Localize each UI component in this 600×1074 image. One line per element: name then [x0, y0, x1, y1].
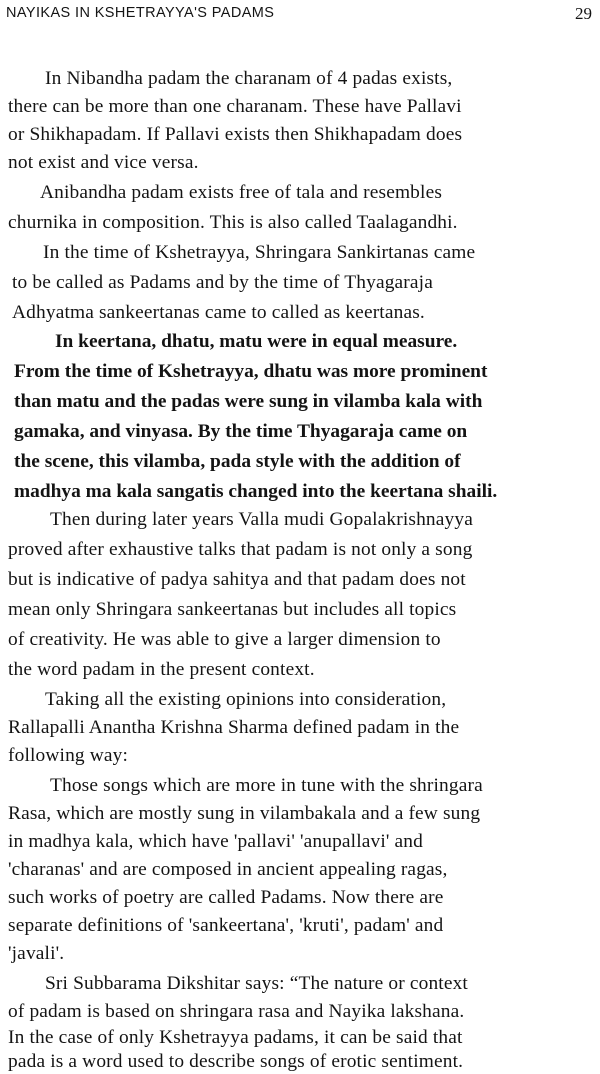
- text-line: In the case of only Kshetrayya padams, it can be said that: [8, 1027, 463, 1048]
- text-line: there can be more than one charanam. These have Pallavi: [8, 96, 462, 117]
- text-line: the word padam in the present context.: [8, 659, 315, 680]
- text-line: such works of poetry are called Padams. Now there are: [8, 887, 444, 908]
- text-line: separate definitions of 'sankeertana', 'kruti', padam' and: [8, 915, 444, 936]
- text-line: or Shikhapadam. If Pallavi exists then Shikhapadam does: [8, 124, 463, 145]
- text-line: gamaka, and vinyasa. By the time Thyagaraja came on: [14, 421, 468, 442]
- text-line: mean only Shringara sankeertanas but includes all topics: [8, 599, 457, 620]
- text-line: proved after exhaustive talks that padam is not only a song: [8, 539, 473, 560]
- text-line: not exist and vice versa.: [8, 152, 199, 173]
- text-line: but is indicative of padya sahitya and that padam does not: [8, 569, 466, 590]
- text-line: pada is a word used to describe songs of erotic sentiment.: [8, 1051, 464, 1072]
- text-line: In Nibandha padam the charanam of 4 padas exists,: [45, 68, 453, 89]
- text-line: Then during later years Valla mudi Gopalakrishnayya: [50, 509, 473, 530]
- text-line: madhya ma kala sangatis changed into the keertana shaili.: [14, 481, 498, 502]
- text-line: in madhya kala, which have 'pallavi' 'anupallavi' and: [8, 831, 423, 852]
- page-number: 29: [575, 4, 592, 23]
- text-line: churnika in composition. This is also called Taalagandhi.: [8, 212, 458, 233]
- text-line: Those songs which are more in tune with the shringara: [50, 775, 483, 796]
- text-line: In the time of Kshetrayya, Shringara Sankirtanas came: [43, 242, 476, 263]
- running-title: NAYIKAS IN KSHETRAYYA'S PADAMS: [6, 5, 275, 21]
- text-line: Anibandha padam exists free of tala and resembles: [40, 182, 443, 203]
- text-line: Sri Subbarama Dikshitar says: “The nature or context: [45, 973, 468, 994]
- text-line: 'charanas' and are composed in ancient appealing ragas,: [8, 859, 448, 880]
- text-line: Adhyatma sankeertanas came to called as keertanas.: [12, 302, 425, 323]
- text-line: to be called as Padams and by the time of Thyagaraja: [12, 272, 433, 293]
- text-line: In keertana, dhatu, matu were in equal measure.: [55, 331, 458, 352]
- text-line: From the time of Kshetrayya, dhatu was more prominent: [14, 361, 488, 382]
- text-line: the scene, this vilamba, pada style with the addition of: [14, 451, 461, 472]
- text-line: Rasa, which are mostly sung in vilambakala and a few sung: [8, 803, 481, 824]
- text-line: Taking all the existing opinions into consideration,: [45, 689, 447, 710]
- text-line: than matu and the padas were sung in vilamba kala with: [14, 391, 483, 412]
- text-line: Rallapalli Anantha Krishna Sharma defined padam in the: [8, 717, 460, 738]
- text-line: 'javali'.: [8, 943, 65, 964]
- text-line: following way:: [8, 745, 129, 766]
- text-line: of creativity. He was able to give a larger dimension to: [8, 629, 441, 650]
- text-line: of padam is based on shringara rasa and Nayika lakshana.: [8, 1001, 465, 1022]
